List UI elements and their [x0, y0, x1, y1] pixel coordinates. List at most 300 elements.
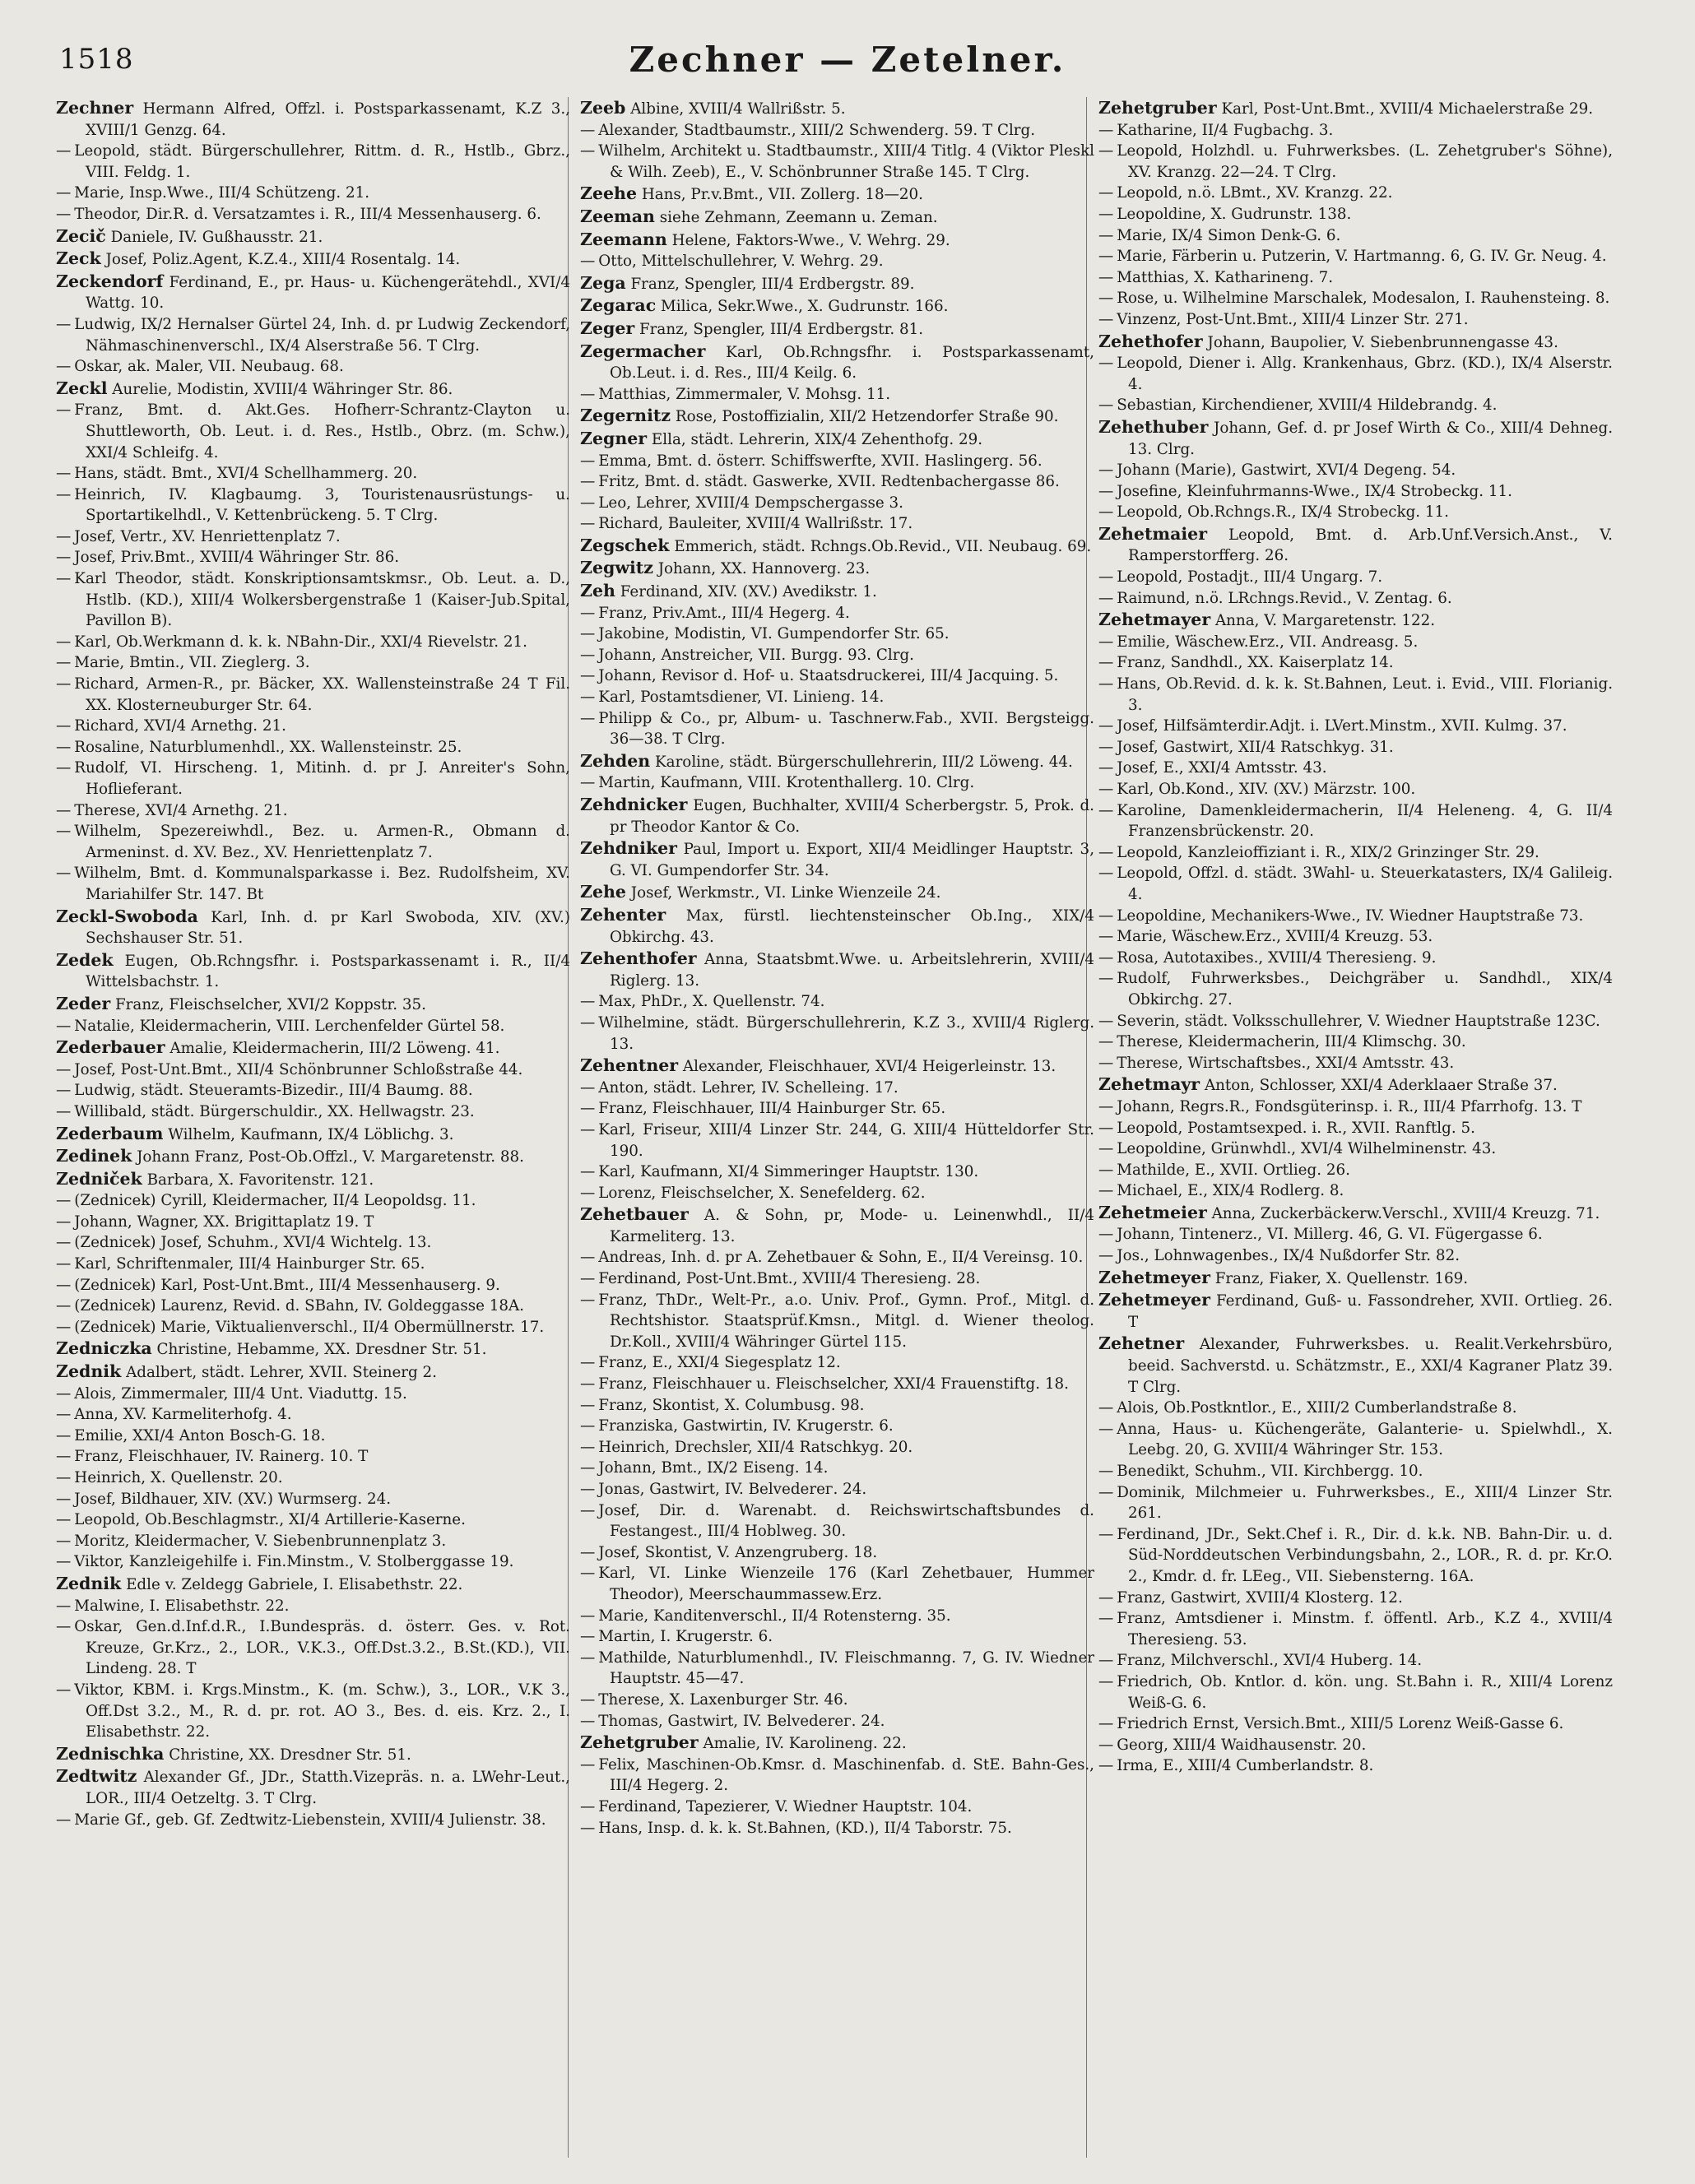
entry-name: Ludwig: [74, 315, 132, 333]
entry-name: Zeckl: [56, 378, 108, 398]
entry-name: Zeckendorf: [56, 271, 164, 291]
entry-dash: —: [1098, 1736, 1114, 1754]
entry-details: Ella, städt. Lehrerin, XIX/4 Zehenthofg. 29.: [651, 430, 983, 448]
family-member-entry: — Karl, Schriftenmaler, III/4 Hainburger Str. 65.: [56, 1255, 425, 1273]
entry-name: Alexander: [598, 121, 675, 139]
entry-details: städt. Bürgerschuldir., XX. Hellwagstr. 23.: [151, 1102, 475, 1120]
entry-details: Ob.Werkmann d. k. k. NBahn-Dir., XXI/4 Rievelstr. 21.: [116, 633, 527, 651]
family-member-entry: — Franz, Sandhdl., XX. Kaiserplatz 14.: [1098, 654, 1394, 672]
entry-details: Anna, Staatsbmt.Wwe. u. Arbeitslehrerin, XVIII/4 Riglerg. 13.: [610, 951, 1094, 990]
entry-details: KBM. i. Krgs.Minstm., K. (m. Schw.), 3., LOR., V.K 3., Off.Dst 3.2., M., R. d. pr. rot. AO 3., Bes. d. eis. Krz. 2., I. Elisabethstr. 22.: [86, 1681, 570, 1741]
entry-name: Karl: [598, 1163, 631, 1181]
entry-dash: —: [1098, 226, 1114, 244]
entry-name: Ferdinand: [598, 1797, 677, 1815]
entry-details: Karl, Inh. d. pr Karl Swoboda, XIV. (XV.) Sechshauser Str. 51.: [86, 908, 570, 948]
entry-details: n.ö. LBmt., XV. Kranzg. 22.: [1187, 184, 1393, 202]
entry-name: Richard: [74, 675, 135, 693]
entry-name: Zehdniker: [580, 838, 677, 859]
entry-name: Rose: [1117, 290, 1154, 308]
entry-name: Anna: [1117, 1420, 1156, 1438]
surname-entry: [56, 98, 570, 141]
entry-details: Ob.Revid. d. k. k. St.Bahnen, Leut. i. Evid., VIII. Florianig. 3.: [1128, 675, 1613, 714]
entry-dash: —: [56, 358, 72, 376]
entry-name: Josef: [1117, 717, 1154, 735]
family-member-entry: — Marie, Kanditenverschl., II/4 Rotensterng. 35.: [580, 1607, 951, 1625]
entry-name: Zehetmeyer: [1098, 1290, 1210, 1310]
family-member-entry: — Irma, E., XIII/4 Cumberlandstr. 8.: [1098, 1757, 1374, 1775]
surname-entry: [580, 905, 1094, 948]
entry-dash: —: [56, 1213, 72, 1231]
entry-details: Anton, Schlosser, XXI/4 Aderklaaer Straße 37.: [1204, 1077, 1558, 1095]
entry-name: Karl: [598, 689, 631, 707]
entry-dash: —: [580, 1819, 596, 1837]
entry-name: Leopoldine: [1117, 1140, 1201, 1158]
entry-details: Post-Unt.Bmt., XVIII/4 Theresieng. 28.: [685, 1270, 981, 1288]
entry-name: Johann: [1117, 1097, 1170, 1115]
entry-details: JDr., Sekt.Chef i. R., Dir. d. k.k. NB. Bahn-Dir. u. d. Süd-Norddeutschen Verbindungsbahn, 2., LOR., R. d. pr. Kr.O. 2., Kmdr. d. fr. LEeg., VII. Siebensterng. 16A.: [1128, 1525, 1613, 1585]
entry-name: Leopoldine: [1117, 205, 1201, 223]
entry-details: Emmerich, städt. Rchngs.Ob.Revid., VII. Neubaug. 69.: [674, 537, 1092, 555]
family-member-entry: — Heinrich, X. Quellenstr. 20.: [56, 1469, 283, 1486]
family-member-entry: — Johann, Regrs.R., Fondsgüterinsp. i. R., III/4 Pfarrhofg. 13. T: [1098, 1097, 1582, 1115]
entry-dash: —: [1098, 1610, 1114, 1628]
entry-details: städt. Volksschullehrer, V. Wiedner Hauptstraße 123C.: [1184, 1012, 1600, 1030]
family-member-entry: — Johann, Anstreicher, VII. Burgg. 93. Clrg.: [580, 646, 914, 664]
entry-name: Max: [598, 993, 632, 1011]
entry-dash: —: [1098, 184, 1114, 202]
entry-details: Bmt. d. städt. Gaswerke, XVII. Redtenbachergasse 86.: [644, 473, 1060, 491]
entry-details: Alexander, Fleischhauer, XVI/4 Heigerleinstr. 13.: [682, 1058, 1056, 1076]
family-member-entry: — Richard, Armen-R., pr. Bäcker, XX. Wallensteinstraße 24 T Fil. XX. Klosterneuburger Str. 64.: [56, 675, 570, 714]
entry-details: E., XIX/4 Rodlerg. 8.: [1187, 1182, 1344, 1200]
family-member-entry: — Friedrich, Ob. Kntlor. d. kön. ung. St.Bahn i. R., XIII/4 Lorenz Weiß-G. 6.: [1098, 1672, 1613, 1712]
family-member-entry: — (Zednicek) Marie, Viktualienverschl., II/4 Obermüllnerstr. 17.: [56, 1318, 545, 1336]
entry-details: Gastwirt, IV. Belvederег. 24.: [667, 1712, 885, 1730]
family-member-entry: — Wilhelmine, städt. Bürgerschullehrerin, K.Z 3., XVIII/4 Riglerg. 13.: [580, 1013, 1094, 1053]
entry-name: Rudolf: [74, 759, 124, 777]
family-member-entry: — Josef, Skontist, V. Anzengruberg. 18.: [580, 1543, 878, 1561]
family-member-entry: — Thomas, Gastwirt, IV. Belvederег. 24.: [580, 1712, 885, 1730]
surname-entry: [580, 536, 1094, 558]
entry-name: Karl: [598, 1120, 631, 1138]
entry-name: Franziska: [598, 1417, 674, 1435]
entry-name: Therese: [74, 801, 136, 819]
surname-entry: [580, 341, 1094, 384]
family-member-entry: — Leopold, Ob.Rchngs.R., IX/4 Strobeckg. 11.: [1098, 503, 1449, 522]
entry-name: Josef: [74, 1060, 111, 1078]
entry-details: Milchverschl., XVI/4 Huberg. 14.: [1170, 1652, 1423, 1670]
entry-name: Friedrich Ernst: [1117, 1715, 1235, 1733]
family-member-entry: — Franziska, Gastwirtin, IV. Krugerstr. 6.: [580, 1417, 894, 1435]
entry-name: Jonas: [598, 1481, 640, 1498]
family-member-entry: — Leopold, städt. Bürgerschullehrer, Rittm. d. R., Hstlb., Gbrz., VIII. Feldg. 1.: [56, 142, 570, 181]
entry-name: Zeeman: [580, 206, 655, 226]
family-member-entry: — Heinrich, Drechsler, XII/4 Ratschkyg. 20.: [580, 1438, 913, 1456]
entry-details: XVI/4 Arnethg. 21.: [143, 717, 286, 735]
entry-name: Viktor: [74, 1553, 120, 1571]
entry-details: Dir. d. Warenabt. d. Reichswirtschaftsbundes d. Festangest., III/4 Hoblweg. 30.: [610, 1501, 1094, 1541]
family-member-entry: — Ferdinand, JDr., Sekt.Chef i. R., Dir. d. k.k. NB. Bahn-Dir. u. d. Süd-Norddeutschen Verbindungsbahn, 2., LOR., R. d. pr. Kr.O. 2., Kmdr. d. fr. LEeg., VII. Siebensterng. 16A.: [1098, 1525, 1613, 1585]
entry-details: u. Wilhelmine Marschalek, Modesalon, I. Rauhensteing. 8.: [1163, 290, 1610, 308]
entry-name: Zehetbauer: [580, 1204, 689, 1225]
entry-details: Armen-R., pr. Bäcker, XX. Wallensteinstraße 24 T Fil. XX. Klosterneuburger Str. 64.: [86, 675, 570, 714]
family-member-entry: — Rosaline, Naturblumenhdl., XX. Wallensteinstr. 25.: [56, 738, 462, 756]
entry-name: Zederbauer: [56, 1037, 165, 1058]
entry-name: Thomas: [598, 1712, 658, 1730]
entry-dash: —: [580, 1291, 596, 1309]
entry-name: Zecič: [56, 225, 106, 246]
entry-details: Daniele, IV. Gußhausstr. 21.: [110, 228, 323, 246]
entry-dash: —: [1098, 355, 1114, 373]
family-member-entry: — Franz, Fleischhauer, III/4 Hainburger Str. 65.: [580, 1100, 946, 1118]
entry-name: Ferdinand: [598, 1270, 677, 1288]
entry-dash: —: [1098, 1652, 1114, 1670]
entry-dash: —: [1098, 1757, 1114, 1775]
entry-details: geb. Gf. Zedtwitz-Liebenstein, XVIII/4 Julienstr. 38.: [156, 1811, 546, 1829]
entry-name: Zega: [580, 272, 626, 293]
entry-name: Therese: [1117, 1033, 1178, 1051]
entry-details: Eugen, Buchhalter, XVIII/4 Scherbergstr. 5, Prok. d. pr Theodor Kantor & Co.: [610, 797, 1094, 836]
entry-name: Josef: [74, 1490, 111, 1508]
family-member-entry: — Wilhelm, Architekt u. Stadtbaumstr., XIII/4 Titlg. 4 (Viktor Pleskl & Wilh. Zeeb), E., V. Schönbrunner Straße 145. T Clrg.: [580, 142, 1094, 181]
entry-details: Kanzleioffiziant i. R., XIX/2 Grinzinger Str. 29.: [1187, 843, 1539, 861]
entry-details: Amtsdiener i. Minstm. f. öffentl. Arb., K.Z 4., XVIII/4 Theresieng. 53.: [1128, 1610, 1613, 1648]
entry-details: Bmtin., VII. Zieglerg. 3.: [128, 654, 310, 672]
entry-name: Josef: [1117, 738, 1154, 756]
entry-name: Wilhelm: [74, 823, 137, 841]
entry-name: Severin: [1117, 1012, 1176, 1030]
entry-name: Zegner: [580, 428, 648, 448]
family-member-entry: — Hans, Ob.Revid. d. k. k. St.Bahnen, Leut. i. Evid., VIII. Florianig. 3.: [1098, 675, 1613, 714]
family-member-entry: — Leopoldine, Grünwhdl., XVI/4 Wilhelminenstr. 43.: [1098, 1140, 1497, 1158]
entry-details: Zimmermaler, III/4 Unt. Viaduttg. 15.: [121, 1384, 407, 1403]
entry-details: Karoline, städt. Bürgerschullehrerin, III/2 Löweng. 44.: [655, 753, 1073, 771]
entry-details: Lehrer, XVIII/4 Dempschergasse 3.: [635, 494, 903, 512]
entry-dash: —: [1098, 948, 1114, 967]
entry-name: Franz: [1117, 654, 1162, 672]
entry-name: (Zednicek) Josef: [74, 1234, 197, 1252]
entry-dash: —: [1098, 396, 1114, 415]
entry-name: Philipp & Co.: [598, 709, 706, 727]
entry-name: Johann: [598, 667, 652, 685]
entry-name: Michael: [1117, 1182, 1178, 1200]
entry-dash: —: [580, 385, 596, 403]
entry-dash: —: [1098, 781, 1114, 798]
entry-name: Sebastian: [1117, 396, 1192, 415]
entry-dash: —: [580, 452, 596, 470]
entry-name: Hans: [1117, 675, 1157, 693]
entry-details: Dir.R. d. Versatzamtes i. R., III/4 Messenhauserg. 6.: [146, 205, 541, 223]
entry-details: I. Elisabethstr. 22.: [149, 1597, 290, 1615]
entry-dash: —: [580, 1417, 596, 1435]
entry-name: Zehethofer: [1098, 331, 1203, 351]
surname-entry: [56, 271, 570, 314]
entry-name: Zedtwitz: [56, 1766, 137, 1787]
entry-dash: —: [1098, 121, 1114, 139]
entry-details: I. Krugerstr. 6.: [660, 1628, 773, 1646]
entry-details: Autotaxibes., XVIII/4 Theresieng. 9.: [1163, 948, 1437, 967]
entry-dash: —: [1098, 970, 1114, 988]
entry-details: Gastwirt, XII/4 Ratschkyg. 31.: [1163, 738, 1394, 756]
entry-name: Martin: [598, 774, 651, 792]
entry-name: (Zednicek) Cyrill: [74, 1192, 202, 1210]
entry-details: Offzl. d. städt. 3Wahl- u. Steuerkatasters, IX/4 Galileig. 4.: [1128, 865, 1613, 903]
entry-details: Architekt u. Stadtbaumstr., XIII/4 Titlg. 4 (Viktor Pleskl & Wilh. Zeeb), E., V. Schönbrunner Straße 145. T Clrg.: [610, 142, 1094, 181]
entry-name: Andreas: [598, 1249, 662, 1267]
entry-name: Rosaline: [74, 738, 140, 756]
entry-name: Emma: [598, 452, 648, 470]
entry-name: Franz: [598, 1396, 643, 1414]
entry-details: XXI/4 Anton Bosch-G. 18.: [132, 1426, 326, 1444]
entry-details: siehe Zehmann, Zeemann u. Zeman.: [659, 208, 938, 226]
entry-details: Tintenerz., VI. Millerg. 46, G. VI. Fügergasse 6.: [1179, 1226, 1543, 1244]
entry-dash: —: [580, 1249, 596, 1267]
entry-details: X. Laxenburger Str. 46.: [669, 1690, 848, 1709]
entry-name: Benedikt: [1117, 1463, 1186, 1480]
entry-details: Mittelschullehrer, V. Wehrg. 29.: [641, 253, 884, 271]
entry-details: Wäschew.Erz., XVIII/4 Kreuzg. 53.: [1171, 928, 1433, 946]
family-member-entry: — Philipp & Co., pr, Album- u. Taschnerw.Fab., XVII. Bergsteigg. 36—38. T Clrg.: [580, 709, 1094, 749]
entry-details: PhDr., X. Quellenstr. 74.: [640, 993, 825, 1011]
family-member-entry: — Mathilde, Naturblumenhdl., IV. Fleischmanng. 7, G. IV. Wiedner Hauptstr. 45—47.: [580, 1648, 1094, 1688]
entry-details: Postamtsexped. i. R., XVII. Ranftlg. 5.: [1187, 1119, 1475, 1137]
entry-dash: —: [580, 1354, 596, 1372]
entry-dash: —: [580, 515, 596, 533]
family-member-entry: — Josef, Bildhauer, XIV. (XV.) Wurmserg. 24.: [56, 1490, 392, 1508]
family-member-entry: — Franz, E., XXI/4 Siegesplatz 12.: [580, 1354, 841, 1372]
entry-details: Maschinen-Ob.Kmsr. d. Maschinenfab. d. StE. Bahn-Ges., III/4 Hegerg. 2.: [610, 1755, 1094, 1795]
family-member-entry: — Karl, Kaufmann, XI/4 Simmeringer Hauptstr. 130.: [580, 1163, 979, 1181]
family-member-entry: — Leopold, Ob.Beschlagmstr., XI/4 Artillerie-Kaserne.: [56, 1511, 466, 1529]
entry-name: Anton: [598, 1078, 644, 1097]
entry-name: Zednik: [56, 1361, 122, 1382]
surname-entry: [56, 907, 570, 949]
entry-name: Leo: [598, 494, 627, 512]
entry-name: Wilhelm: [74, 865, 137, 883]
entry-name: Zeemann: [580, 229, 667, 249]
entry-details: Kleidermacher, II/4 Leopoldsg. 11.: [211, 1192, 476, 1210]
entry-name: Josefine: [1117, 482, 1177, 500]
entry-name: Mathilde: [598, 1648, 667, 1667]
entry-name: Marie: [1117, 928, 1163, 946]
entry-dash: —: [580, 774, 596, 792]
family-member-entry: — Johann, Wagner, XX. Brigittaplatz 19. T: [56, 1213, 374, 1231]
family-member-entry: — Marie, Färberin u. Putzerin, V. Hartmanng. 6, G. IV. Gr. Neug. 4.: [1098, 248, 1607, 266]
family-member-entry: — Marie, Wäschew.Erz., XVIII/4 Kreuzg. 53.: [1098, 928, 1433, 946]
entry-dash: —: [56, 1192, 72, 1210]
entry-dash: —: [1098, 1140, 1114, 1158]
entry-details: Bmt. d. Akt.Ges. Hofherr-Schrantz-Clayton u. Shuttleworth, Ob. Leut. i. d. Res., Hstlb., Obrz. (m. Schw.), XXI/4 Schleifg. 4.: [86, 401, 570, 461]
entry-details: XV. Karmeliterhofg. 4.: [123, 1406, 292, 1424]
entry-dash: —: [56, 1469, 72, 1486]
entry-details: Christine, XX. Dresdner Str. 51.: [169, 1746, 411, 1764]
entry-name: Heinrich: [74, 1469, 142, 1486]
entry-details: Fuhrwerksbes., Deichgräber u. Sandhdl., XIX/4 Obkirchg. 27.: [1128, 970, 1613, 1009]
entry-details: Post-Unt.Bmt., XII/4 Schönbrunner Schloßstraße 44.: [120, 1060, 523, 1078]
entry-details: VI. Hirscheng. 1, Mitinh. d. pr J. Anreiter's Sohn, Hoflieferant.: [86, 759, 570, 798]
surname-entry: [56, 248, 570, 271]
entry-dash: —: [580, 494, 596, 512]
entry-name: Zeck: [56, 248, 101, 269]
family-member-entry: — Johann, Bmt., IX/2 Eiseng. 14.: [580, 1459, 829, 1477]
entry-name: Zehetmayer: [1098, 610, 1211, 630]
entry-details: Regrs.R., Fondsgüterinsp. i. R., III/4 Pfarrhofg. 13. T: [1179, 1097, 1582, 1115]
entry-name: Zehetner: [1098, 1333, 1185, 1354]
entry-dash: —: [1098, 1119, 1114, 1137]
entry-dash: —: [1098, 633, 1114, 651]
entry-dash: —: [1098, 928, 1114, 946]
entry-name: Leopold: [1117, 355, 1178, 373]
entry-details: Milica, Sekr.Wwe., X. Gudrunstr. 166.: [661, 298, 949, 316]
entry-dash: —: [580, 709, 596, 727]
entry-details: Kirchendiener, XVIII/4 Hildebrandg. 4.: [1201, 396, 1498, 415]
family-member-entry: — Leopold, Offzl. d. städt. 3Wahl- u. Steuerkatasters, IX/4 Galileig. 4.: [1098, 865, 1613, 903]
entry-dash: —: [1098, 482, 1114, 500]
entry-details: Priv.Bmt., XVIII/4 Währinger Str. 86.: [120, 549, 400, 567]
entry-dash: —: [56, 1553, 72, 1571]
family-member-entry: — Karl, Friseur, XIII/4 Linzer Str. 244, G. XIII/4 Hütteldorfer Str. 190.: [580, 1120, 1094, 1160]
entry-name: Vinzenz: [1117, 310, 1177, 328]
surname-entry: [56, 1169, 570, 1191]
family-member-entry: — Wilhelm, Spezereiwhdl., Bez. u. Armen-R., Obmann d. Armeninst. d. XV. Bez., XV. Henriettenplatz 7.: [56, 823, 570, 861]
entry-details: Fleischhauer, IV. Rainerg. 10. T: [128, 1448, 369, 1466]
entry-dash: —: [1098, 461, 1114, 480]
entry-name: Zeeb: [580, 98, 626, 118]
entry-dash: —: [1098, 865, 1114, 883]
entry-name: Leopold: [1117, 184, 1178, 202]
entry-dash: —: [1098, 1182, 1114, 1200]
family-member-entry: — Lorenz, Fleischselcher, X. Senefelderg. 62.: [580, 1184, 926, 1202]
entry-name: Leopold: [1117, 568, 1178, 587]
family-member-entry: — Ferdinand, Post-Unt.Bmt., XVIII/4 Theresieng. 28.: [580, 1270, 981, 1288]
family-member-entry: — Viktor, KBM. i. Krgs.Minstm., K. (m. Schw.), 3., LOR., V.K 3., Off.Dst 3.2., M., R. d. pr. rot. AO 3., Bes. d. eis. Krz. 2., I. Elisabethstr. 22.: [56, 1681, 570, 1741]
entry-dash: —: [580, 646, 596, 664]
entry-details: Amalie, Kleidermacherin, III/2 Löweng. 41.: [170, 1040, 500, 1058]
entry-name: Johann: [74, 1213, 128, 1231]
entry-name: Johann: [598, 646, 652, 664]
family-member-entry: — Josefine, Kleinfuhrmanns-Wwe., IX/4 Strobeckg. 11.: [1098, 482, 1512, 500]
entry-dash: —: [56, 1811, 72, 1829]
entry-details: Schuhm., VII. Kirchbergg. 10.: [1194, 1463, 1423, 1480]
entry-details: Hans, Pr.v.Bmt., VII. Zollerg. 18—20.: [641, 186, 923, 204]
entry-dash: —: [580, 1712, 596, 1730]
entry-name: Franz: [598, 1354, 643, 1372]
family-member-entry: — Therese, XVI/4 Arnethg. 21.: [56, 801, 288, 819]
entry-dash: —: [56, 1255, 72, 1273]
family-member-entry: — Johann (Marie), Gastwirt, XVI/4 Degeng. 54.: [1098, 461, 1456, 480]
entry-details: Ferdinand, XIV. (XV.) Avedikstr. 1.: [620, 583, 877, 601]
entry-details: Leopold, Bmt. d. Arb.Unf.Versich.Anst., V. Ramperstorfferg. 26.: [1128, 526, 1613, 565]
entry-name: Zedniczka: [56, 1338, 152, 1359]
entry-name: Alois: [74, 1384, 112, 1403]
entry-dash: —: [1098, 1715, 1114, 1733]
page-number: 1518: [59, 43, 134, 76]
entry-details: Zimmermaler, V. Mohsg. 11.: [676, 385, 891, 403]
entry-details: Stadtbaumstr., XIII/2 Schwenderg. 59. T Clrg.: [684, 121, 1036, 139]
entry-dash: —: [56, 1406, 72, 1424]
entry-name: Zedinek: [56, 1146, 132, 1166]
entry-dash: —: [1098, 205, 1114, 223]
family-member-entry: — Therese, Kleidermacherin, III/4 Klimschg. 30.: [1098, 1033, 1466, 1051]
entry-dash: —: [580, 1100, 596, 1118]
entry-details: Johann, XX. Hannoverg. 23.: [657, 560, 871, 578]
entry-dash: —: [56, 759, 72, 777]
surname-entry: [580, 318, 1094, 341]
family-member-entry: — Rose, u. Wilhelmine Marschalek, Modesalon, I. Rauhensteing. 8.: [1098, 290, 1610, 308]
family-member-entry: — Franz, Milchverschl., XVI/4 Huberg. 14.: [1098, 1652, 1423, 1670]
surname-entry: [580, 230, 1094, 252]
family-member-entry: — Jonas, Gastwirt, IV. Belvederег. 24.: [580, 1481, 867, 1498]
entry-dash: —: [56, 1276, 72, 1294]
entry-name: Mathilde: [1117, 1161, 1186, 1179]
entry-name: Fritz: [598, 473, 635, 491]
entry-dash: —: [56, 1102, 72, 1120]
entry-dash: —: [580, 1797, 596, 1815]
entry-dash: —: [56, 823, 72, 841]
entry-details: Franz, Fiaker, X. Quellenstr. 169.: [1214, 1269, 1469, 1287]
entry-name: Zechner: [56, 98, 134, 118]
entry-dash: —: [580, 1690, 596, 1709]
entry-dash: —: [56, 401, 72, 420]
entry-name: Zehetmaier: [1098, 523, 1208, 544]
entry-details: Bmt. d. Kommunalsparkasse i. Bez. Rudolfsheim, XV. Mariahilfer Str. 147. Bt: [86, 865, 570, 903]
entry-details: Gastwirt, IV. Belvederег. 24.: [649, 1481, 867, 1498]
surname-entry: [580, 183, 1094, 206]
entry-dash: —: [1098, 675, 1114, 693]
entry-name: Viktor: [74, 1681, 120, 1699]
entry-details: Priv.Amt., III/4 Hegerg. 4.: [652, 604, 850, 622]
entry-name: Martin: [598, 1628, 651, 1646]
family-member-entry: — Leopoldine, Mechanikers-Wwe., IV. Wiedner Hauptstraße 73.: [1098, 907, 1584, 925]
entry-details: Rose, Postoffizialin, XII/2 Hetzendorfer Straße 90.: [675, 408, 1059, 426]
surname-entry: [56, 378, 570, 401]
entry-details: Revisor d. Hof- u. Staatsdruckerei, III/4 Jacquing. 5.: [661, 667, 1059, 685]
surname-entry: [580, 206, 1094, 229]
entry-details: Milchmeier u. Fuhrwerksbes., E., XIII/4 Linzer Str. 261.: [1128, 1483, 1613, 1523]
entry-dash: —: [56, 865, 72, 883]
entry-dash: —: [580, 1184, 596, 1202]
entry-name: Leopold: [1117, 503, 1178, 522]
surname-entry: [56, 1574, 570, 1596]
entry-details: Vertr., XV. Henriettenplatz 7.: [120, 527, 341, 545]
surname-entry: [580, 795, 1094, 837]
entry-dash: —: [580, 1120, 596, 1138]
family-member-entry: — Leo, Lehrer, XVIII/4 Dempschergasse 3.: [580, 494, 903, 512]
entry-details: Franz, Fleischselcher, XVI/2 Koppstr. 35.: [115, 995, 426, 1013]
entry-name: Dominik: [1117, 1483, 1181, 1501]
entry-dash: —: [580, 604, 596, 622]
entry-dash: —: [1098, 310, 1114, 328]
entry-dash: —: [56, 465, 72, 483]
entry-details: Amalie, IV. Karolineng. 22.: [703, 1735, 907, 1753]
family-member-entry: — Franz, Priv.Amt., III/4 Hegerg. 4.: [580, 604, 850, 622]
surname-entry: [580, 295, 1094, 318]
entry-dash: —: [580, 1648, 596, 1667]
entry-details: Fleischhauer u. Fleischselcher, XXI/4 Frauenstiftg. 18.: [652, 1375, 1069, 1393]
entry-details: Eugen, Ob.Rchngsfhr. i. Postsparkassenamt i. R., II/4 Wittelsbachstr. 1.: [86, 952, 570, 991]
entry-name: Leopold: [1117, 865, 1178, 883]
entry-details: städt. Lehrer, IV. Schelleing. 17.: [653, 1078, 899, 1097]
entry-details: Spezereiwhdl., Bez. u. Armen-R., Obmann d. Armeninst. d. XV. Bez., XV. Henriettenplatz 7.: [86, 823, 570, 861]
entry-details: Anna, Zuckerbäckerw.Verschl., XVIII/4 Kreuzg. 71.: [1211, 1204, 1600, 1222]
entry-name: Wilhelm: [598, 142, 662, 160]
entry-details: Postamtsdiener, VI. Linieng. 14.: [640, 689, 885, 707]
family-member-entry: — Josef, Post-Unt.Bmt., XII/4 Schönbrunner Schloßstraße 44.: [56, 1060, 523, 1078]
entry-name: Richard: [74, 717, 135, 735]
entry-dash: —: [580, 1607, 596, 1625]
family-member-entry: — Marie, Bmtin., VII. Zieglerg. 3.: [56, 654, 310, 672]
surname-entry: [580, 581, 1094, 603]
